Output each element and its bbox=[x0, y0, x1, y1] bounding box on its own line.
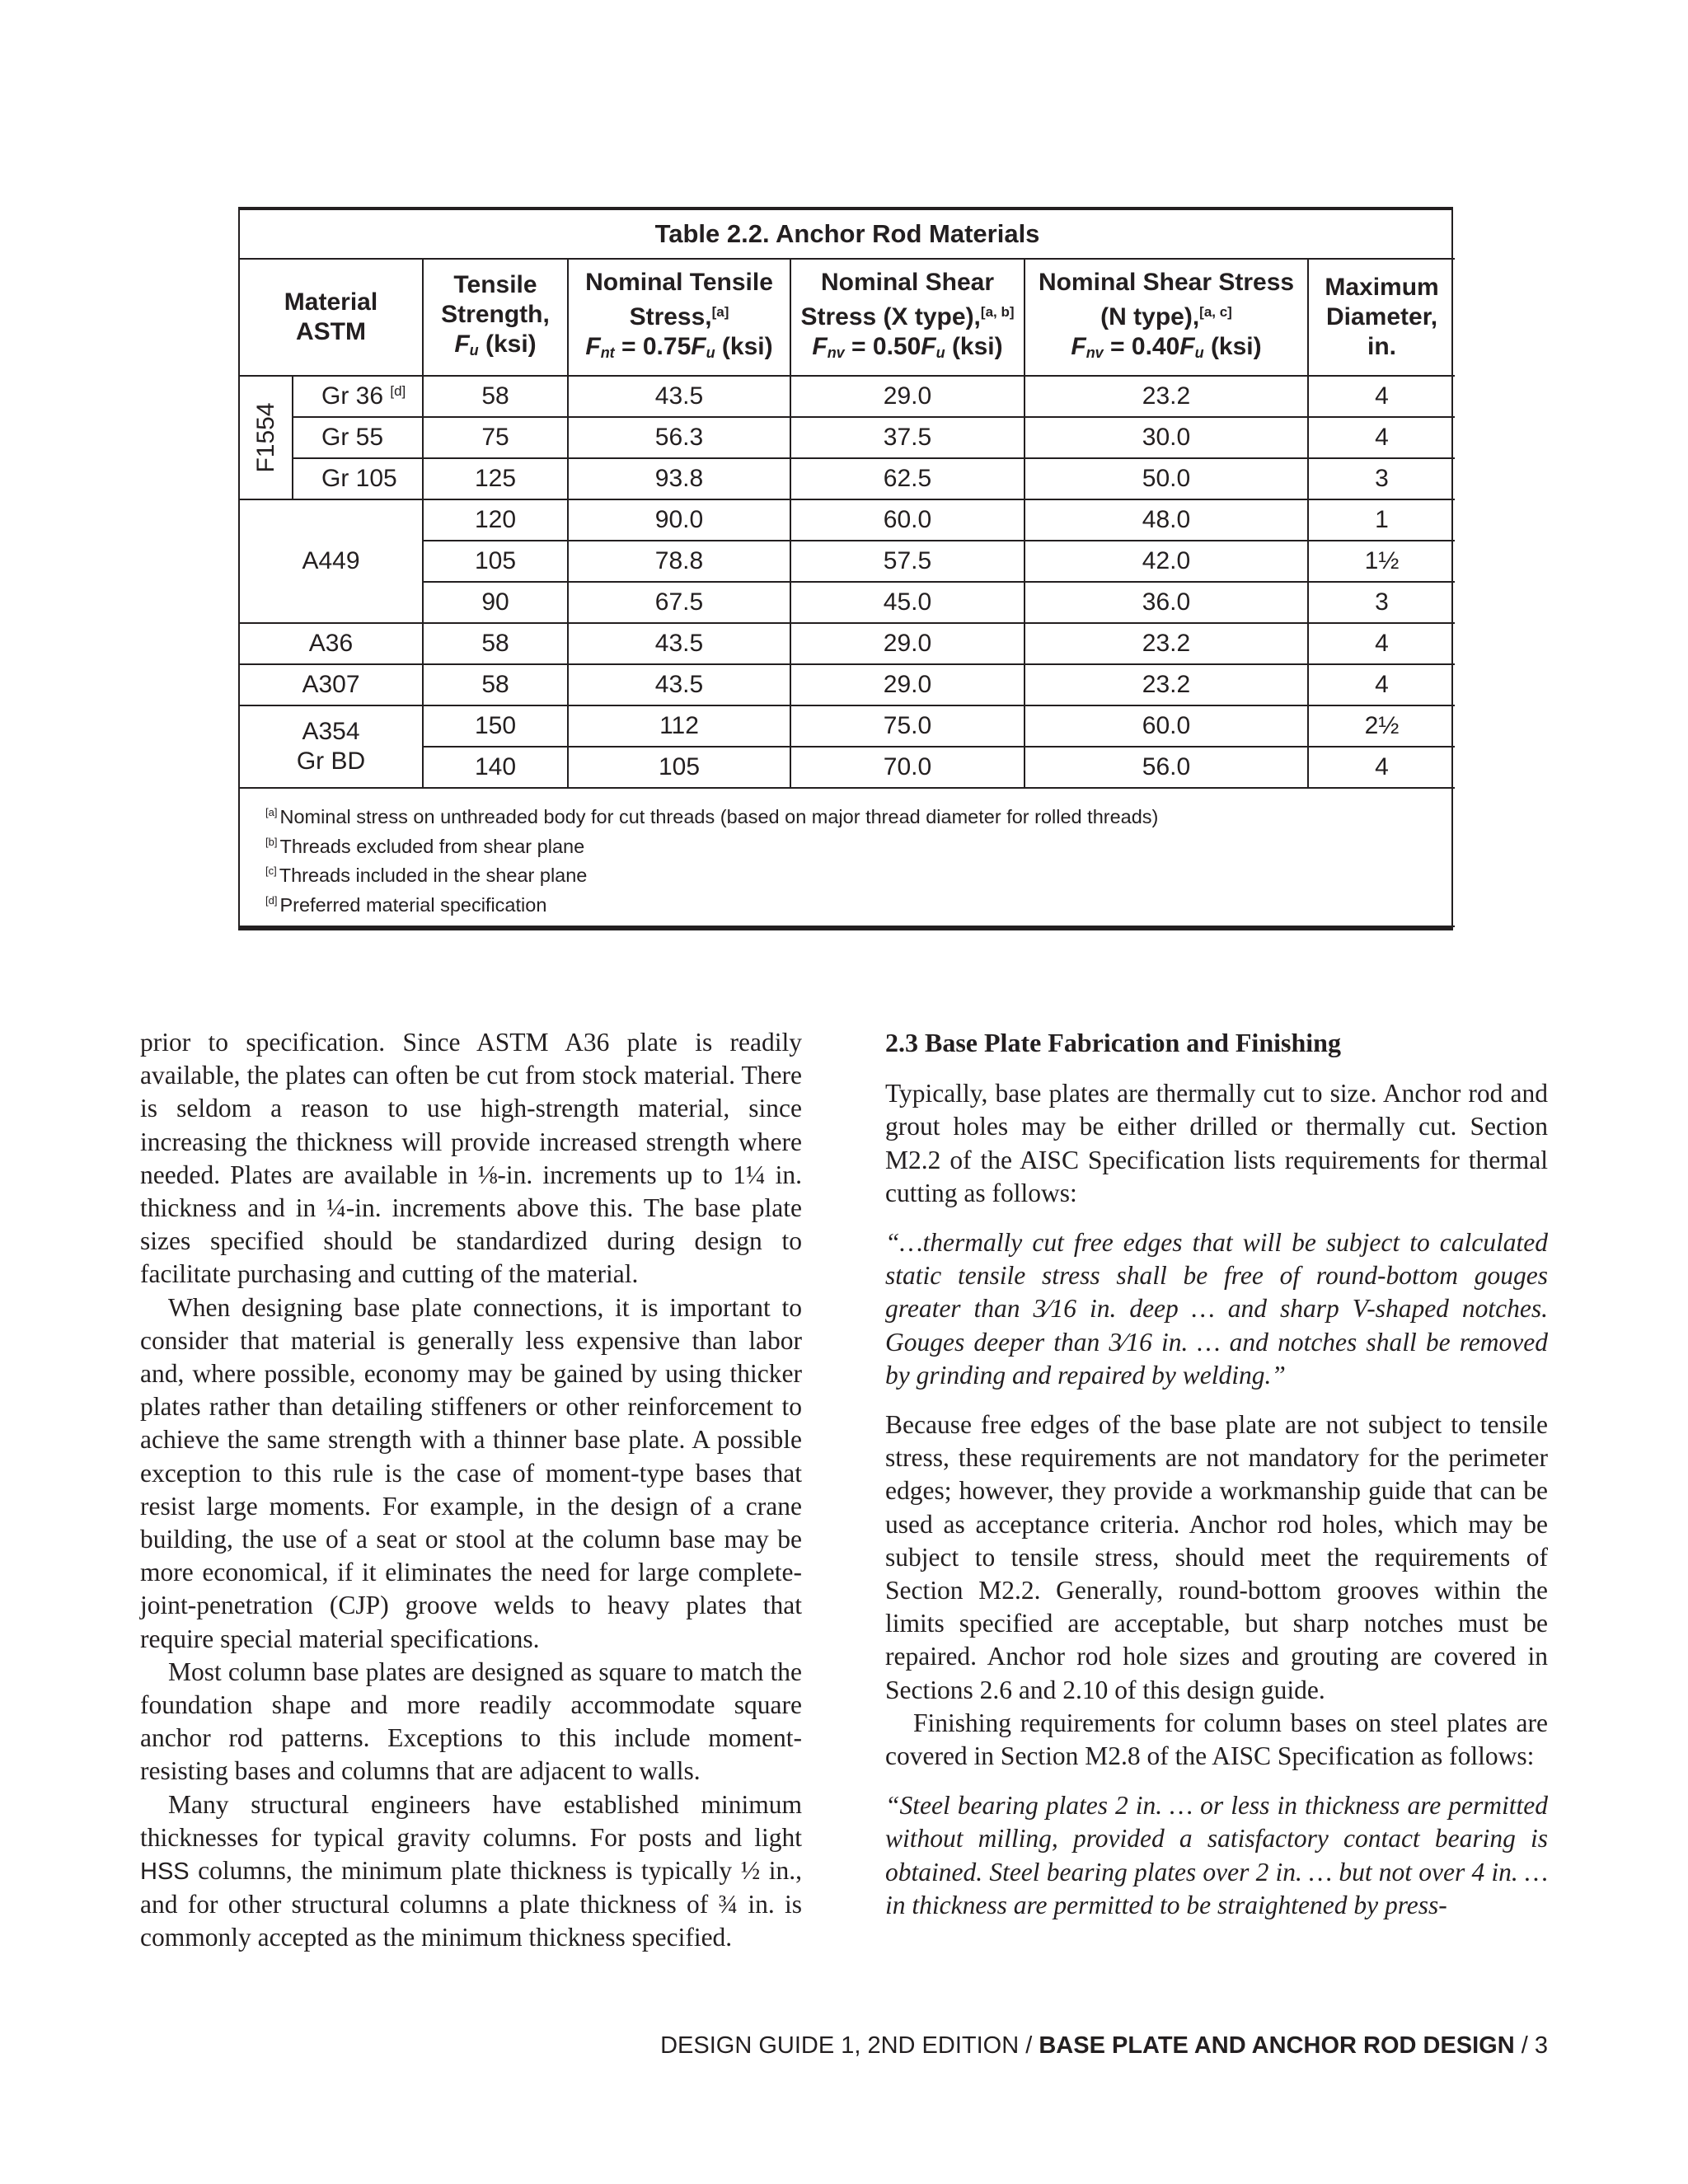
table-row bbox=[240, 417, 1455, 458]
nssn-cell: 56.0 bbox=[1025, 747, 1308, 788]
nssx-cell: 60.0 bbox=[790, 499, 1025, 541]
nts-cell: 112 bbox=[568, 705, 790, 747]
table-row bbox=[240, 747, 1455, 788]
nssn-cell: 36.0 bbox=[1025, 582, 1308, 623]
paragraph: Finishing requirements for column bases on steel plates are covered in Section M2.8 of the AISC Specification as follows: bbox=[885, 1708, 1548, 1771]
maxd-cell: 4 bbox=[1308, 376, 1455, 417]
nssx-cell: 62.5 bbox=[790, 458, 1025, 499]
paragraph: Typically, base plates are thermally cut to size. Anchor rod and grout holes may be either drilled or thermally cut. Section M2.2 of the AISC Specification lists requirements for thermal cutting as follows: bbox=[885, 1079, 1548, 1207]
table-note: [a] Nominal stress on unthreaded body for cut threads (based on major thread diameter for rolled threads) bbox=[265, 806, 1159, 827]
maxd-cell: 4 bbox=[1308, 747, 1455, 788]
table-notes bbox=[240, 788, 1455, 926]
nts-cell: 90.0 bbox=[568, 499, 790, 541]
maxd-cell: 3 bbox=[1308, 582, 1455, 623]
paragraph: Many structural engineers have established minimum thicknesses for typical gravity columns. For posts and light HSS columns, the minimum plate thickness is typically ½ in., and for other structural columns a plate thickness of ¾ in. is commonly accepted as the minimum thickness specified. bbox=[140, 1789, 802, 1952]
maxd-cell: 1 bbox=[1308, 499, 1455, 541]
right-text-column bbox=[885, 1026, 1548, 1938]
nssx-cell: 29.0 bbox=[790, 664, 1025, 705]
a354-label: A354 Gr BD bbox=[240, 705, 423, 788]
nssn-cell: 23.2 bbox=[1025, 376, 1308, 417]
header-max-diameter: Maximum Diameter, in. bbox=[1308, 259, 1455, 376]
nts-cell: 56.3 bbox=[568, 417, 790, 458]
paragraph: When designing base plate connections, it is important to consider that material is generally less expensive than labor and, where possible, economy may be gained by using thicker plates rather than detailing stiffeners or other reinforcement to achieve the same strength with a thinner base plate. A possible exception to this rule is the case of moment-type bases that resist large moments. For example, in the design of a crane building, the use of a seat or stool at the column base may be more economical, if it eliminates the need for large complete-joint-penetration (CJP) groove welds to heavy plates that require special material specifications. bbox=[140, 1292, 802, 1653]
nts-cell: 43.5 bbox=[568, 376, 790, 417]
nssn-cell: 60.0 bbox=[1025, 705, 1308, 747]
nssn-cell: 42.0 bbox=[1025, 541, 1308, 582]
grade-cell: Gr 55 bbox=[293, 417, 423, 458]
table-grid bbox=[240, 210, 1455, 927]
nssx-cell: 70.0 bbox=[790, 747, 1025, 788]
table-note: [d] Preferred material specification bbox=[265, 893, 547, 916]
table-caption: Table 2.2. Anchor Rod Materials bbox=[240, 210, 1455, 259]
nts-cell: 105 bbox=[568, 747, 790, 788]
maxd-cell: 4 bbox=[1308, 417, 1455, 458]
tensile-cell: 58 bbox=[423, 664, 568, 705]
left-text-column bbox=[140, 1026, 802, 1955]
table-row bbox=[240, 705, 1455, 747]
nssn-cell: 50.0 bbox=[1025, 458, 1308, 499]
footer-prefix: DESIGN GUIDE 1, 2ND EDITION / bbox=[660, 2032, 1039, 2059]
table-row bbox=[240, 582, 1455, 623]
nts-cell: 43.5 bbox=[568, 623, 790, 664]
maxd-cell: 3 bbox=[1308, 458, 1455, 499]
header-material: Material ASTM bbox=[240, 259, 423, 376]
nssx-cell: 45.0 bbox=[790, 582, 1025, 623]
paragraph: prior to specification. Since ASTM A36 plate is readily available, the plates can often be cut from stock material. There is seldom a reason to use high-strength material, since increasing the thickness will provide increased strength where needed. Plates are available in ⅛-in. increments up to 1¼ in. thickness and in ¼-in. increments above this. The base plate sizes specified should be standardized during design to facilitate purchasing and cutting of the material. bbox=[140, 1028, 802, 1289]
header-tensile-strength: Tensile Strength, $F_u$ (ksi) bbox=[423, 259, 568, 376]
tensile-cell: 75 bbox=[423, 417, 568, 458]
tensile-cell: 105 bbox=[423, 541, 568, 582]
nts-cell: 93.8 bbox=[568, 458, 790, 499]
f1554-label-cell bbox=[240, 376, 293, 499]
grade-cell: Gr 36 [d] bbox=[293, 376, 423, 417]
tensile-cell: 125 bbox=[423, 458, 568, 499]
nssn-cell: 23.2 bbox=[1025, 623, 1308, 664]
paragraph: Most column base plates are designed as square to match the foundation shape and more readily accommodate square anchor rod patterns. Exceptions to this include moment-resisting bases and columns that are adjacent to walls. bbox=[140, 1657, 802, 1786]
block-quote: “Steel bearing plates 2 in. … or less in thickness are permitted without milling, provided a satisfactory contact bearing is obtained. Steel bearing plates over 2 in. … but not over 4 in. … in thickness are permitted to be straightened by press- bbox=[885, 1791, 1548, 1919]
nssx-cell: 37.5 bbox=[790, 417, 1025, 458]
maxd-cell: 4 bbox=[1308, 623, 1455, 664]
table-row bbox=[240, 664, 1455, 705]
tensile-cell: 58 bbox=[423, 623, 568, 664]
table-note: [b] Threads excluded from shear plane bbox=[265, 835, 585, 857]
nssx-cell: 29.0 bbox=[790, 623, 1025, 664]
a449-label: A449 bbox=[240, 499, 423, 623]
header-nominal-shear-n: Nominal Shear Stress (N type),[a, c] $F_{nv} = 0.40F_u$ (ksi) bbox=[1025, 259, 1308, 376]
grade-cell: Gr 105 bbox=[293, 458, 423, 499]
table-row bbox=[240, 541, 1455, 582]
table-row bbox=[240, 376, 1455, 417]
paragraph: Because free edges of the base plate are not subject to tensile stress, these requirements are not mandatory for the perimeter edges; however, they provide a workmanship guide that can be used as acceptance criteria. Anchor rod holes, which may be subject to tensile stress, should meet the requirements of Section M2.2. Generally, round-bottom grooves within the limits specified are acceptable, but sharp notches must be repaired. Anchor rod hole sizes and grouting are covered in Sections 2.6 and 2.10 of this design guide. bbox=[885, 1410, 1548, 1704]
header-nominal-shear-x: Nominal Shear Stress (X type),[a, b] $F_{nv} = 0.50F_u$ (ksi) bbox=[790, 259, 1025, 376]
maxd-cell: 1½ bbox=[1308, 541, 1455, 582]
a307-label: A307 bbox=[240, 664, 423, 705]
nts-cell: 43.5 bbox=[568, 664, 790, 705]
nssx-cell: 75.0 bbox=[790, 705, 1025, 747]
maxd-cell: 2½ bbox=[1308, 705, 1455, 747]
tensile-cell: 58 bbox=[423, 376, 568, 417]
table-note: [c] Threads included in the shear plane bbox=[265, 865, 588, 886]
section-heading: 2.3 Base Plate Fabrication and Finishing bbox=[885, 1028, 1341, 1057]
nssx-cell: 29.0 bbox=[790, 376, 1025, 417]
nssn-cell: 48.0 bbox=[1025, 499, 1308, 541]
table-row bbox=[240, 499, 1455, 541]
nts-cell: 67.5 bbox=[568, 582, 790, 623]
nssn-cell: 30.0 bbox=[1025, 417, 1308, 458]
page-footer bbox=[660, 2032, 1548, 2060]
tensile-cell: 90 bbox=[423, 582, 568, 623]
nssx-cell: 57.5 bbox=[790, 541, 1025, 582]
a36-label: A36 bbox=[240, 623, 423, 664]
block-quote: “…thermally cut free edges that will be subject to calculated static tensile stress shall be free of round-bottom gouges greater than 3⁄16 in. deep … and sharp V-shaped notches. Gouges deeper than 3⁄16 in. … and notches shall be removed by grinding and repaired by welding.” bbox=[885, 1228, 1548, 1390]
header-nominal-tensile-stress: Nominal Tensile Stress,[a] $F_{nt} = 0.75F_u$ (ksi) bbox=[568, 259, 790, 376]
nssn-cell: 23.2 bbox=[1025, 664, 1308, 705]
table-row bbox=[240, 623, 1455, 664]
page-number: / 3 bbox=[1514, 2032, 1548, 2059]
footer-title: BASE PLATE AND ANCHOR ROD DESIGN bbox=[1039, 2032, 1515, 2059]
anchor-rod-materials-table bbox=[238, 207, 1453, 930]
tensile-cell: 120 bbox=[423, 499, 568, 541]
nts-cell: 78.8 bbox=[568, 541, 790, 582]
f1554-label: F1554 bbox=[251, 402, 279, 473]
maxd-cell: 4 bbox=[1308, 664, 1455, 705]
table-row bbox=[240, 458, 1455, 499]
tensile-cell: 150 bbox=[423, 705, 568, 747]
tensile-cell: 140 bbox=[423, 747, 568, 788]
